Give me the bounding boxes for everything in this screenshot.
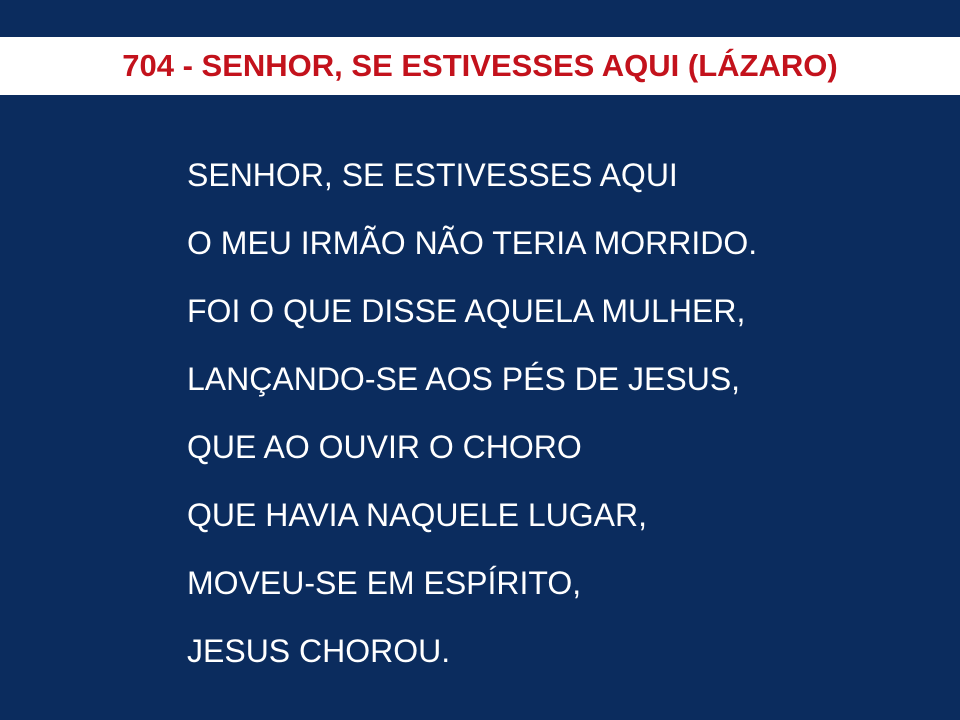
lyric-line-1: SENHOR, SE ESTIVESSES AQUI [187, 157, 678, 193]
lyric-line-7: MOVEU-SE EM ESPÍRITO, [187, 565, 582, 601]
lyric-line-2: O MEU IRMÃO NÃO TERIA MORRIDO. [187, 225, 758, 261]
song-title: 704 - SENHOR, SE ESTIVESSES AQUI (LÁZARO) [122, 48, 838, 83]
lyric-line-5: QUE AO OUVIR O CHORO [187, 429, 582, 465]
title-bar [0, 37, 960, 95]
lyrics-block [187, 155, 927, 699]
lyric-line-8: JESUS CHOROU. [187, 633, 451, 669]
lyric-line-6: QUE HAVIA NAQUELE LUGAR, [187, 497, 647, 533]
lyric-line-3: FOI O QUE DISSE AQUELA MULHER, [187, 293, 746, 329]
lyric-line-4: LANÇANDO-SE AOS PÉS DE JESUS, [187, 361, 741, 397]
